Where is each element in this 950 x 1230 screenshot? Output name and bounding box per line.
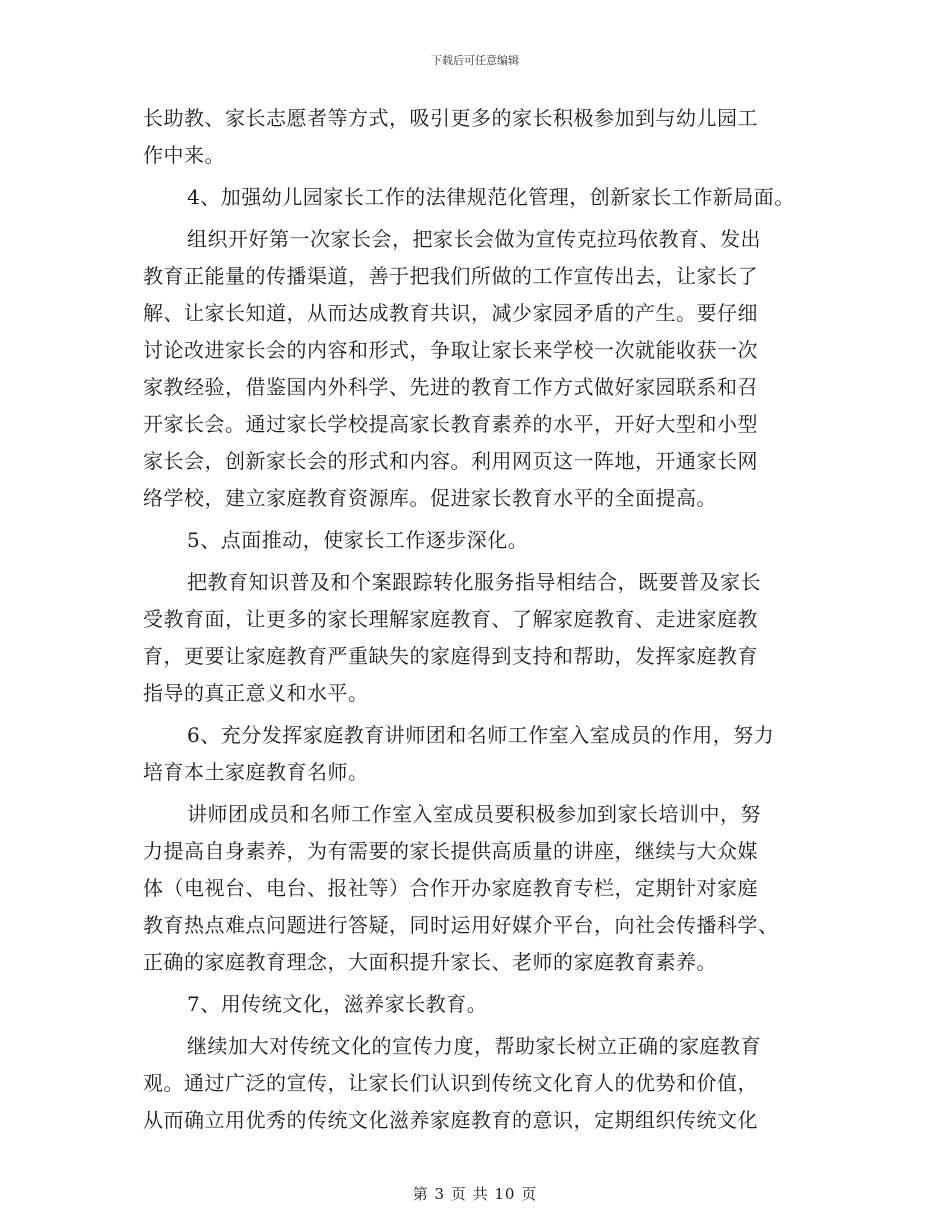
text-line: 继续加大对传统文化的宣传力度，帮助家长树立正确的家庭教育 [187, 1034, 761, 1058]
text-line: 开家长会。通过家长学校提高家长教育素养的水平，开好大型和小型 [143, 412, 758, 436]
text-line: 长助教、家长志愿者等方式，吸引更多的家长积极参加到与幼儿园工 [143, 106, 758, 130]
text-line: 家长会，创新家长会的形式和内容。利用网页这一阵地，开通家长网 [143, 449, 758, 473]
text-line: 5、点面推动，使家长工作逐步深化。 [187, 528, 529, 552]
text-line: 作中来。 [143, 143, 225, 167]
page-header-note: 下载后可任意编辑 [431, 54, 519, 67]
text-line: 解、让家长知道，从而达成教育共识，减少家园矛盾的产生。要仔细 [143, 301, 758, 325]
text-line: 6、充分发挥家庭教育讲师团和名师工作室入室成员的作用，努力 [187, 723, 775, 747]
text-line: 从而确立用优秀的传统文化滋养家庭教育的意识，定期组织传统文化 [143, 1108, 758, 1132]
text-line: 组织开好第一次家长会，把家长会做为宣传克拉玛依教育、发出 [187, 227, 761, 251]
text-line: 正确的家庭教育理念，大面积提升家长、老师的家庭教育素养。 [143, 950, 717, 974]
text-line: 观。通过广泛的宣传，让家长们认识到传统文化育人的优势和价值， [143, 1071, 758, 1095]
text-line: 教育热点难点问题进行答疑，同时运用好媒介平台，向社会传播科学、 [143, 913, 779, 937]
text-line: 讲师团成员和名师工作室入室成员要积极参加到家长培训中，努 [187, 802, 761, 826]
text-line: 家教经验，借鉴国内外科学、先进的教育工作方式做好家园联系和召 [143, 375, 758, 399]
text-line: 指导的真正意义和水平。 [143, 681, 369, 705]
text-line: 络学校，建立家庭教育资源库。促进家长教育水平的全面提高。 [143, 486, 717, 510]
text-line: 讨论改进家长会的内容和形式，争取让家长来学校一次就能收获一次 [143, 338, 758, 362]
text-line: 育，更要让家庭教育严重缺失的家庭得到支持和帮助，发挥家庭教育 [143, 644, 758, 668]
text-line: 受教育面，让更多的家长理解家庭教育、了解家庭教育、走进家庭教 [143, 607, 758, 631]
text-line: 培育本土家庭教育名师。 [143, 760, 369, 784]
text-line: 把教育知识普及和个案跟踪转化服务指导相结合，既要普及家长 [187, 570, 761, 594]
text-line: 体（电视台、电台、报社等）合作开办家庭教育专栏，定期针对家庭 [143, 876, 758, 900]
text-line: 7、用传统文化，滋养家长教育。 [187, 992, 488, 1016]
text-line: 力提高自身素养，为有需要的家长提供高质量的讲座，继续与大众媒 [143, 839, 758, 863]
text-line: 教育正能量的传播渠道，善于把我们所做的工作宣传出去，让家长了 [143, 264, 758, 288]
page-number: 第 3 页 共 10 页 [412, 1185, 538, 1203]
text-line: 4、加强幼儿园家长工作的法律规范化管理，创新家长工作新局面。 [187, 185, 795, 209]
